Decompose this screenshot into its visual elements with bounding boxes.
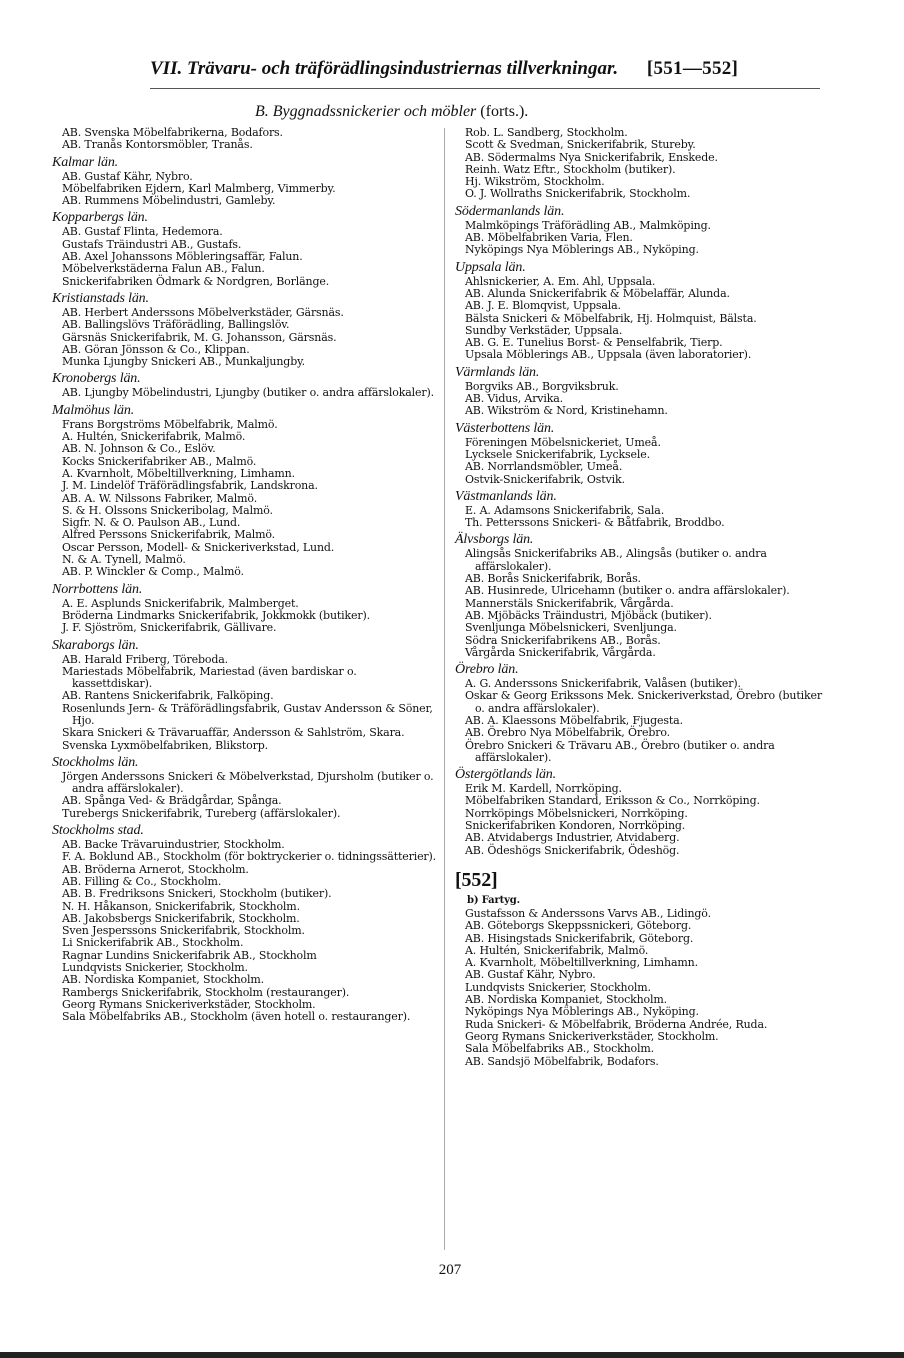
company-entry: Möbelfabriken Ejdern, Karl Malmberg, Vimmerby. [62, 181, 336, 195]
county-heading: Södermanlands län. [455, 203, 565, 219]
company-entry: S. & H. Olssons Snickeribolag, Malmö. [62, 503, 273, 517]
company-entry: Kocks Snickerifabriker AB., Malmö. [62, 454, 257, 468]
company-entry: AB. Göran Jönsson & Co., Klippan. [62, 342, 250, 356]
company-entry: AB. Södermalms Nya Snickerifabrik, Enskede. [465, 150, 718, 164]
company-entry: Sven Jesperssons Snickerifabrik, Stockholm. [62, 924, 305, 938]
company-entry: Svenljunga Möbelsnickeri, Svenljunga. [465, 621, 677, 635]
company-entry: Vårgårda Snickerifabrik, Vårgårda. [465, 645, 656, 659]
company-entry: Georg Rymans Snickeriverkstäder, Stockholm. [465, 1029, 719, 1043]
company-entry: A. Kvarnholt, Möbeltillverkning, Limhamn. [62, 466, 295, 480]
company-entry: Föreningen Möbelsnickeriet, Umeå. [465, 435, 661, 449]
company-entry: Mannerstäls Snickerifabrik, Vårgårda. [465, 596, 674, 610]
company-entry: Sigfr. N. & O. Paulson AB., Lund. [62, 516, 241, 530]
company-entry: AB. J. E. Blomqvist, Uppsala. [465, 299, 621, 313]
company-entry: Nyköpings Nya Möblerings AB., Nyköping. [465, 1005, 699, 1019]
company-entry: Snickerifabriken Ödmark & Nordgren, Borlänge. [62, 274, 330, 288]
company-entry: AB. Gustaf Kähr, Nybro. [62, 169, 193, 183]
company-entry: Ahlsnickerier, A. Em. Ahl, Uppsala. [465, 274, 656, 288]
company-entry: AB. Gustaf Kähr, Nybro. [465, 968, 596, 982]
company-entry: Sala Möbelfabriks AB., Stockholm (även hotell o. restauranger). [62, 1010, 411, 1024]
company-entry: E. A. Adamsons Snickerifabrik, Sala. [465, 503, 665, 517]
company-entry: AB. Mjöbäcks Träindustri, Mjöbäck (butiker). [465, 608, 712, 622]
county-heading: Stockholms län. [52, 754, 139, 770]
company-entry: Th. Petterssons Snickeri- & Båtfabrik, Broddbo. [465, 516, 725, 530]
company-entry: J. M. Lindelöf Träförädlingsfabrik, Landskrona. [62, 479, 318, 493]
company-entry: Reinh. Watz Eftr., Stockholm (butiker). [465, 162, 676, 176]
header-page-range: [551—552] [646, 58, 739, 79]
company-entry: AB. N. Johnson & Co., Eslöv. [62, 442, 216, 456]
company-entry: Lycksele Snickerifabrik, Lycksele. [465, 447, 650, 461]
company-entry: AB. Bröderna Arnerot, Stockholm. [62, 862, 249, 876]
company-entry: Gärsnäs Snickerifabrik, M. G. Johansson, Gärsnäs. [62, 330, 337, 344]
company-entry: Alingsås Snickerifabriks AB., Alingsås (butiker o. andra affärslokaler). [465, 547, 767, 573]
company-entry: AB. Harald Friberg, Töreboda. [62, 652, 229, 666]
company-entry: Alfred Perssons Snickerifabrik, Malmö. [62, 528, 276, 542]
company-entry: Lundqvists Snickerier, Stockholm. [465, 980, 651, 994]
page-marker: [552] [455, 868, 498, 891]
company-entry: AB. Norrlandsmöbler, Umeå. [465, 460, 623, 474]
company-entry: AB. Rantens Snickerifabrik, Falköping. [62, 689, 274, 703]
company-entry: AB. B. Fredriksons Snickeri, Stockholm (butiker). [62, 887, 332, 901]
company-entry: AB. Herbert Anderssons Möbelverkstäder, Gärsnäs. [62, 305, 344, 319]
county-heading: Uppsala län. [455, 259, 526, 275]
company-entry: Scott & Svedman, Snickerifabrik, Stureby. [465, 138, 696, 152]
company-entry: AB. Tranås Kontorsmöbler, Tranås. [62, 138, 253, 152]
company-entry: AB. A. W. Nilssons Fabriker, Malmö. [62, 491, 258, 505]
company-entry: AB. Spånga Ved- & Brädgårdar, Spånga. [62, 794, 282, 808]
county-heading: Värmlands län. [455, 364, 540, 380]
company-entry: Gustafs Träindustri AB., Gustafs. [62, 237, 242, 251]
company-entry: AB. Möbelfabriken Varia, Flen. [465, 231, 633, 245]
section-title-forts: (forts.). [480, 103, 529, 120]
company-entry: AB. Ballingslövs Träförädling, Ballingslöv. [62, 318, 290, 332]
company-entry: F. A. Boklund AB., Stockholm (för boktryckerier o. tidningssätterier). [62, 850, 437, 864]
company-entry: Munka Ljungby Snickeri AB., Munkaljungby. [62, 355, 306, 369]
county-heading: Kristianstads län. [52, 290, 149, 306]
county-heading: Kopparbergs län. [52, 210, 148, 226]
company-entry: AB. Ljungby Möbelindustri, Ljungby (butiker o. andra affärslokaler). [62, 386, 435, 400]
company-entry: AB. Gustaf Flinta, Hedemora. [62, 225, 223, 239]
company-entry: Nyköpings Nya Möblerings AB., Nyköping. [465, 243, 699, 257]
company-entry: Georg Rymans Snickeriverkstäder, Stockholm. [62, 997, 316, 1011]
company-entry: AB. Göteborgs Skeppssnickeri, Göteborg. [465, 919, 692, 933]
company-entry: Li Snickerifabrik AB., Stockholm. [62, 936, 244, 950]
company-entry: AB. Sandsjö Möbelfabrik, Bodafors. [465, 1054, 659, 1068]
company-entry: AB. Alunda Snickerifabrik & Möbelaffär, Alunda. [465, 286, 730, 300]
company-entry: AB. Hisingstads Snickerifabrik, Göteborg. [465, 931, 694, 945]
county-heading: Örebro län. [455, 662, 519, 678]
company-entry: Frans Borgströms Möbelfabrik, Malmö. [62, 417, 278, 431]
company-entry: AB. Rummens Möbelindustri, Gamleby. [62, 194, 276, 208]
company-entry: Lundqvists Snickerier, Stockholm. [62, 961, 248, 975]
company-entry: A. E. Asplunds Snickerifabrik, Malmberget. [62, 596, 299, 610]
county-heading: Kronobergs län. [52, 371, 141, 387]
company-entry: AB. Ödeshögs Snickerifabrik, Ödeshög. [465, 843, 680, 857]
company-entry: Skara Snickeri & Trävaruaffär, Andersson & Sahlström, Skara. [62, 726, 405, 740]
company-entry: Sundby Verkstäder, Uppsala. [465, 323, 623, 337]
company-entry: AB. Jakobsbergs Snickerifabrik, Stockholm. [62, 911, 300, 925]
county-heading: Skaraborgs län. [52, 637, 139, 653]
company-entry: Turebergs Snickerifabrik, Tureberg (affärslokaler). [62, 806, 341, 820]
company-entry: Örebro Snickeri & Trävaru AB., Örebro (butiker o. andra affärslokaler). [465, 738, 775, 764]
company-entry: Norrköpings Möbelsnickeri, Norrköping. [465, 806, 688, 820]
company-entry: Gustafsson & Anderssons Varvs AB., Lidingö. [465, 906, 711, 920]
company-entry: AB. Örebro Nya Möbelfabrik, Örebro. [465, 726, 670, 740]
company-entry: Ostvik-Snickerifabrik, Ostvik. [465, 472, 625, 486]
company-entry: Hj. Wikström, Stockholm. [465, 175, 605, 189]
company-entry: Möbelverkstäderna Falun AB., Falun. [62, 262, 265, 276]
county-heading: Norrbottens län. [52, 581, 143, 597]
county-heading: Malmöhus län. [52, 402, 135, 418]
company-entry: Jörgen Anderssons Snickeri & Möbelverkstad, Djursholm (butiker o. andra affärslokaler). [62, 769, 434, 796]
company-entry: Möbelfabriken Standard, Eriksson & Co., Norrköping. [465, 794, 760, 808]
company-entry: AB. Husinrede, Ulricehamn (butiker o. andra affärslokaler). [465, 584, 790, 598]
company-entry: AB. Axel Johanssons Möbleringsaffär, Falun. [62, 250, 303, 264]
company-entry: AB. Filling & Co., Stockholm. [62, 874, 222, 888]
company-entry: Oskar & Georg Erikssons Mek. Snickeriverkstad, Örebro (butiker o. andra affärslokaler). [465, 689, 822, 715]
section-title [255, 103, 675, 121]
right-column [455, 127, 830, 1068]
company-entry: A. Hultén, Snickerifabrik, Malmö. [465, 943, 649, 957]
county-heading: Kalmar län. [52, 154, 119, 170]
scan-bottom-edge [0, 1352, 904, 1358]
header-rule [150, 88, 820, 89]
company-entry: Bälsta Snickeri & Möbelfabrik, Hj. Holmquist, Bälsta. [465, 311, 757, 325]
company-entry: Bröderna Lindmarks Snickerifabrik, Jokkmokk (butiker). [62, 608, 370, 622]
company-entry: AB. Wikström & Nord, Kristinehamn. [465, 404, 668, 418]
county-heading: Östergötlands län. [455, 767, 557, 783]
company-entry: Ragnar Lundins Snickerifabrik AB., Stockholm [62, 948, 317, 962]
company-entry: Södra Snickerifabrikens AB., Borås. [465, 633, 661, 647]
company-entry: Rosenlunds Jern- & Träförädlingsfabrik, Gustav Andersson & Söner, Hjo. [62, 701, 433, 727]
company-entry: J. F. Sjöström, Snickerifabrik, Gällivare. [62, 621, 277, 635]
company-entry: A. Hultén, Snickerifabrik, Malmö. [62, 430, 246, 444]
company-entry: N. H. Håkanson, Snickerifabrik, Stockholm. [62, 899, 300, 913]
company-entry: A. G. Anderssons Snickerifabrik, Valåsen (butiker). [465, 677, 741, 691]
company-entry: A. Kvarnholt, Möbeltillverkning, Limhamn. [465, 956, 698, 970]
county-heading: Västerbottens län. [455, 420, 555, 436]
county-heading: Stockholms stad. [52, 823, 144, 839]
company-entry: AB. Svenska Möbelfabrikerna, Bodafors. [62, 126, 283, 139]
company-entry: AB. Atvidabergs Industrier, Atvidaberg. [465, 831, 680, 845]
company-entry: Rob. L. Sandberg, Stockholm. [465, 126, 628, 139]
company-entry: Ruda Snickeri- & Möbelfabrik, Bröderna Andrée, Ruda. [465, 1017, 768, 1031]
company-entry: Oscar Persson, Modell- & Snickeriverkstad, Lund. [62, 540, 335, 554]
company-entry: Borgviks AB., Borgviksbruk. [465, 379, 619, 393]
subsection-heading: b) Fartyg. [467, 894, 520, 906]
company-entry: AB. Nordiska Kompaniet, Stockholm. [465, 993, 668, 1007]
company-entry: AB. Backe Trävaruindustrier, Stockholm. [62, 838, 285, 852]
page-number: 207 [438, 1262, 462, 1278]
company-entry: AB. Nordiska Kompaniet, Stockholm. [62, 973, 265, 987]
running-header [150, 58, 830, 88]
company-entry: N. & A. Tynell, Malmö. [62, 553, 186, 567]
column-divider [444, 128, 445, 1250]
section-title-text: B. Byggnadssnickerier och möbler [255, 103, 477, 120]
company-entry: Upsala Möblerings AB., Uppsala (även laboratorier). [465, 348, 752, 362]
header-title: VII. Trävaru- och träförädlingsindustriernas tillverkningar. [150, 58, 619, 79]
company-entry: Svenska Lyxmöbelfabriken, Blikstorp. [62, 738, 268, 752]
company-entry: Sala Möbelfabriks AB., Stockholm. [465, 1042, 655, 1056]
company-entry: AB. A. Klaessons Möbelfabrik, Fjugesta. [465, 713, 683, 727]
county-heading: Älvsborgs län. [455, 532, 534, 548]
company-entry: AB. P. Winckler & Comp., Malmö. [62, 565, 244, 579]
company-entry: Erik M. Kardell, Norrköping. [465, 782, 622, 796]
company-entry: Snickerifabriken Kondoren, Norrköping. [465, 819, 686, 833]
company-entry: Rambergs Snickerifabrik, Stockholm (restauranger). [62, 985, 350, 999]
company-entry: AB. Borås Snickerifabrik, Borås. [465, 572, 641, 586]
company-entry: Malmköpings Träförädling AB., Malmköping. [465, 218, 711, 232]
company-entry: AB. Vidus, Arvika. [465, 392, 564, 406]
company-entry: Mariestads Möbelfabrik, Mariestad (även bardiskar o. kassettdiskar). [62, 664, 357, 691]
county-heading: Västmanlands län. [455, 488, 557, 504]
left-column [52, 127, 437, 1024]
company-entry: AB. G. E. Tunelius Borst- & Penselfabrik, Tierp. [465, 336, 723, 350]
company-entry: O. J. Wollraths Snickerifabrik, Stockholm. [465, 187, 691, 201]
